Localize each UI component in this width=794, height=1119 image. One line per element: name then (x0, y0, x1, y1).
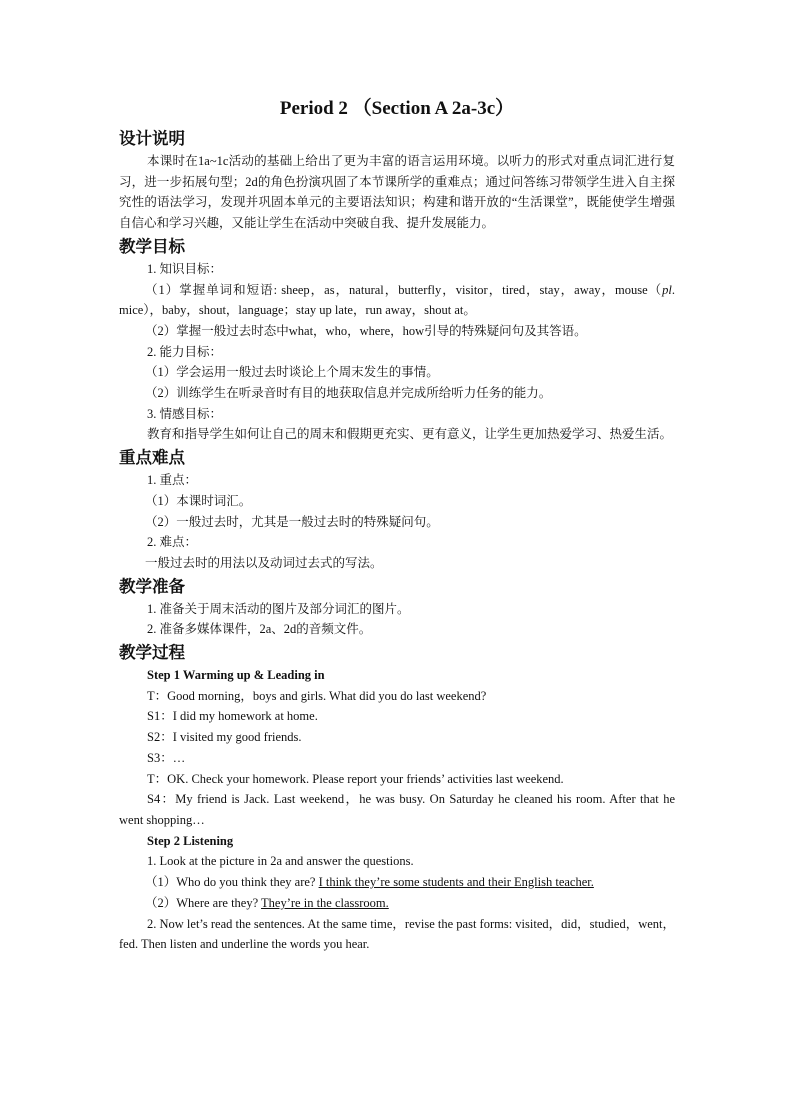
knowledge-goal-title: 1. 知识目标： (147, 261, 223, 276)
section-heading-process: 教学过程 (119, 643, 185, 663)
dialogue-line-s1: S1：I did my homework at home. (147, 709, 318, 724)
page-title: Period 2 （Section A 2a-3c） (279, 98, 515, 119)
section-heading-prep: 教学准备 (119, 576, 185, 596)
emotion-goal-title: 3. 情感目标： (147, 406, 223, 421)
key-point-title: 1. 重点： (147, 473, 198, 488)
listening-intro: 1. Look at the picture in 2a and answer the questions. (147, 854, 414, 869)
question-1-answer: I think they’re some students and their English teacher. (318, 875, 594, 890)
question-2-text: （2）Where are they? (145, 895, 262, 910)
document-page (119, 96, 675, 955)
step-2-title: Step 2 Listening (147, 833, 234, 848)
dialogue-line-s3: S3：… (147, 750, 186, 765)
question-1-text: （1）Who do you think they are? (145, 875, 319, 890)
listening-question-1 (119, 872, 675, 893)
dialogue-line-t2: T：OK. Check your homework. Please report your friends’ activities last weekend. (147, 771, 564, 786)
listening-question-2 (119, 893, 675, 914)
key-point-1: （1）本课时词汇。 (145, 493, 252, 508)
emotion-goal-body: 教育和指导学生如何让自己的周末和假期更充实、更有意义，让学生更加热爱学习、热爱生活。 (147, 427, 673, 442)
question-2-answer: They’re in the classroom. (261, 895, 389, 910)
knowledge-goal-1-text-a: （1）掌握单词和短语: sheep，as，natural，butterfly，visitor，tired，stay，away，mouse（ (145, 282, 663, 297)
dialogue-line-s2: S2：I visited my good friends. (147, 730, 302, 745)
listening-task-2: 2. Now let’s read the sentences. At the same time，revise the past forms: visited，did，studied，went，fed. Then listen and underline the words you hear. (119, 916, 676, 952)
knowledge-goal-1-text-b: . mice），baby，shout，language；stay up late，run away，shout at。 (119, 282, 675, 318)
prep-item-2: 2. 准备多媒体课件，2a、2d的音频文件。 (147, 622, 372, 637)
section-heading-design: 设计说明 (119, 129, 185, 148)
dialogue-line-t1: T：Good morning，boys and girls. What did you do last weekend? (147, 688, 487, 703)
ability-goal-1: （1）学会运用一般过去时谈论上个周末发生的事情。 (145, 365, 439, 380)
knowledge-goal-2: （2）掌握一般过去时态中what，who，where，how引导的特殊疑问句及其答语。 (145, 323, 587, 338)
knowledge-goal-1 (119, 280, 675, 321)
key-point-2: （2）一般过去时，尤其是一般过去时的特殊疑问句。 (145, 514, 439, 529)
prep-item-1: 1. 准备关于周末活动的图片及部分词汇的图片。 (147, 601, 410, 616)
plural-abbrev: pl (662, 282, 672, 297)
step-1-title: Step 1 Warming up & Leading in (147, 668, 325, 683)
difficulty-body: 一般过去时的用法以及动词过去式的写法。 (145, 555, 383, 570)
ability-goal-2: （2）训练学生在听录音时有目的地获取信息并完成所给听力任务的能力。 (145, 386, 552, 401)
section-heading-keypoints: 重点难点 (119, 448, 185, 468)
ability-goal-title: 2. 能力目标： (147, 344, 223, 359)
dialogue-line-s4: S4：My friend is Jack. Last weekend，he was busy. On Saturday he cleaned his room. After that he went shopping… (119, 792, 675, 827)
difficulty-title: 2. 难点： (147, 535, 198, 550)
design-paragraph: 本课时在1a~1c活动的基础上给出了更为丰富的语言运用环境。以听力的形式对重点词汇进行复习，进一步拓展句型；2d的角色扮演巩固了本节课所学的重难点；通过问答练习带领学生进入自主探究性的语法学习，发现并巩固本单元的主要语法知识；构建和谐开放的“生活课堂”，既能使学生增强自信心和学习兴趣，又能让学生在活动中突破自我、提升发展能力。 (119, 154, 675, 231)
section-heading-goals: 教学目标 (119, 236, 185, 256)
